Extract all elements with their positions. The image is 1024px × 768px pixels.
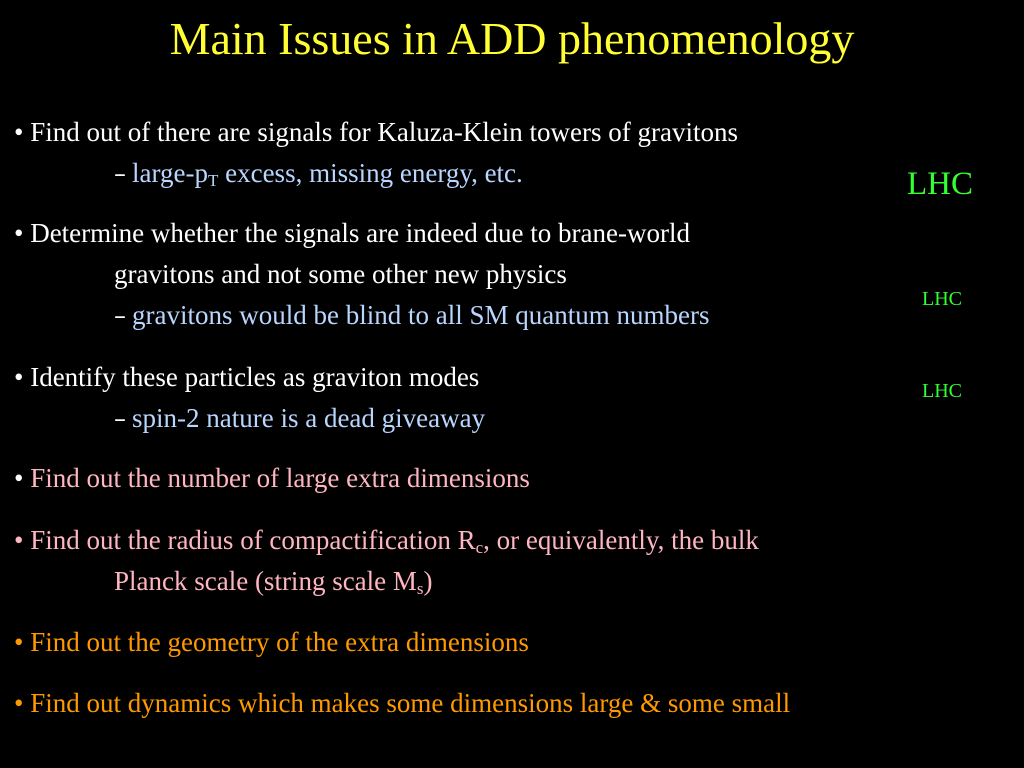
bullet-marker: • [14,627,24,657]
bullet-marker: • [14,362,24,392]
dash-marker: – [114,405,126,433]
bullet-2-text: Determine whether the signals are indeed due to brane-world [30,218,690,248]
bullet-2-sub-text: gravitons would be blind to all SM quantum numbers [132,300,710,330]
bullet-marker: • [14,218,24,248]
bullet-5-line-1-prefix: Find out the radius of compactification R [30,525,476,555]
bullet-marker: • [14,463,24,493]
bullet-2-sub [114,299,709,332]
bullet-1-sub [114,157,523,190]
bullet-4-text: Find out the number of large extra dimensions [30,463,530,493]
bullet-3-sub [114,402,485,435]
lhc-label-1: LHC [907,166,973,202]
bullet-7-line-1 [14,687,790,719]
bullet-marker: • [14,117,24,147]
bullet-6-text: Find out the geometry of the extra dimensions [30,627,529,657]
dash-marker: – [114,160,126,188]
bullet-3-text: Identify these particles as graviton modes [30,362,480,392]
bullet-marker: • [14,525,24,555]
dash-marker: – [114,302,126,330]
bullet-1-sub-subscript: T [207,171,219,190]
bullet-4-line-1 [14,462,530,494]
bullet-1-sub-prefix: large-p [132,158,208,188]
bullet-1-text: Find out of there are signals for Kaluza-Klein towers of gravitons [30,117,739,147]
bullet-2-line-1 [14,217,690,249]
bullet-5-line-1-subscript: c [475,538,484,557]
bullet-2-line-2: gravitons and not some other new physics [114,259,567,289]
bullet-1-line-1 [14,116,738,148]
bullet-5-line-1 [14,524,759,556]
bullet-5-line-2-suffix: ) [423,566,433,596]
bullet-marker: • [14,688,24,718]
bullet-5-line-2-prefix: Planck scale (string scale M [114,566,417,596]
bullet-5-line-2-subscript: s [416,579,424,598]
bullet-5-line-2 [114,565,433,597]
bullet-3-sub-text: spin-2 nature is a dead giveaway [132,403,486,433]
bullet-6-line-1 [14,626,529,658]
lhc-label-3: LHC [922,380,962,402]
bullet-3-line-1 [14,361,479,393]
bullet-7-text: Find out dynamics which makes some dimensions large & some small [30,688,791,718]
lhc-label-2: LHC [922,288,962,310]
bullet-5-line-1-suffix: , or equivalently, the bulk [483,525,759,555]
bullet-1-sub-suffix: excess, missing energy, etc. [218,158,523,188]
slide-title: Main Issues in ADD phenomenology [169,13,855,64]
